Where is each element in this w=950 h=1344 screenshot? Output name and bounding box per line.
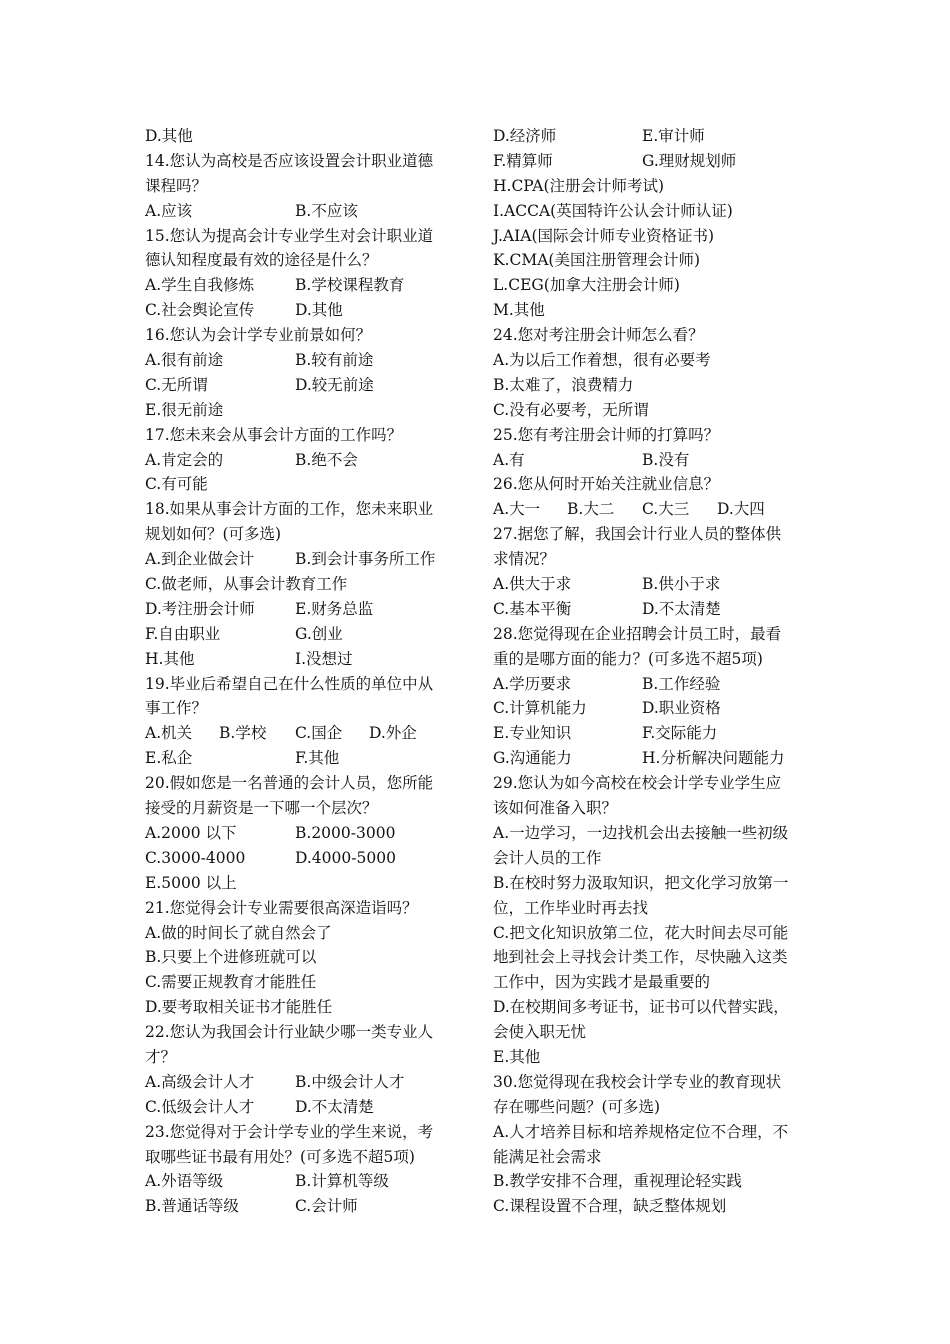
text-line: [493, 995, 823, 1020]
text-line: [145, 921, 475, 946]
text-line: [493, 622, 823, 647]
text-line: [493, 124, 823, 149]
text-line: [145, 149, 475, 174]
text-line: [493, 224, 823, 249]
text-line: [145, 423, 475, 448]
answer-option: E.审计师: [642, 127, 705, 145]
answer-option: F.其他: [295, 749, 340, 768]
text-line: [145, 746, 475, 771]
text-content: 21.您觉得会计专业需要很高深造诣吗？: [145, 898, 418, 917]
text-content: 求情况？: [493, 550, 556, 569]
text-content: 德认知程度最有效的途径是什么？: [145, 251, 378, 270]
text-content: E.5000 以上: [145, 873, 237, 892]
answer-option: D.较无前途: [295, 375, 374, 394]
answer-option: B.不应该: [295, 201, 358, 220]
left-column: [145, 124, 475, 1219]
answer-option: A.应该: [145, 201, 193, 220]
text-line: [493, 273, 823, 298]
text-content: 17.您未来会从事会计方面的工作吗？: [145, 425, 403, 444]
answer-option: F.自由职业: [145, 624, 221, 643]
text-line: [145, 1070, 475, 1095]
answer-option: B.学校: [219, 724, 267, 743]
text-line: [145, 323, 475, 348]
text-line: [493, 1095, 823, 1120]
text-line: [145, 647, 475, 672]
text-line: [493, 199, 823, 224]
answer-option: A.外语等级: [145, 1172, 224, 1191]
text-line: [145, 896, 475, 921]
text-line: [493, 871, 823, 896]
text-line: [493, 1120, 823, 1145]
answer-option: C.国企: [295, 724, 343, 743]
text-content: 该如何准备入职？: [493, 799, 618, 818]
text-line: [493, 497, 823, 522]
answer-option: A.供大于求: [493, 575, 572, 594]
answer-option: C.3000-4000: [145, 848, 246, 867]
text-line: [493, 696, 823, 721]
text-content: B.太难了，浪费精力: [493, 375, 634, 394]
text-content: D.在校期间多考证书，证书可以代替实践，: [493, 998, 789, 1017]
text-line: [145, 248, 475, 273]
text-content: D.其他: [145, 127, 193, 145]
text-content: H.CPA(注册会计师考试): [493, 176, 665, 195]
answer-option: G.沟通能力: [493, 749, 572, 768]
answer-option: C.基本平衡: [493, 599, 572, 618]
text-content: 23.您觉得对于会计学专业的学生来说，考: [145, 1122, 434, 1141]
answer-option: I.没想过: [295, 649, 353, 668]
text-content: 18.如果从事会计方面的工作，您未来职业: [145, 500, 434, 519]
text-line: [493, 1169, 823, 1194]
answer-option: C.无所谓: [145, 375, 208, 394]
answer-option: A.肯定会的: [145, 450, 224, 469]
text-content: C.没有必要考，无所谓: [493, 400, 649, 419]
text-content: 29.您认为如今高校在校会计学专业学生应: [493, 774, 782, 793]
text-content: 会计人员的工作: [493, 848, 602, 867]
text-content: 会使入职无忧: [493, 1023, 587, 1042]
text-content: C.课程设置不合理，缺乏整体规划: [493, 1197, 727, 1216]
text-line: [145, 1169, 475, 1194]
answer-option: A.高级会计人才: [145, 1072, 255, 1091]
text-line: [493, 821, 823, 846]
text-line: [493, 672, 823, 697]
text-line: [493, 522, 823, 547]
answer-option: B.工作经验: [642, 674, 721, 693]
text-content: M.其他: [493, 301, 545, 320]
text-line: [145, 721, 475, 746]
answer-option: D.不太清楚: [642, 599, 721, 618]
answer-option: H.分析解决问题能力: [642, 749, 785, 768]
text-line: [145, 497, 475, 522]
text-line: [145, 472, 475, 497]
answer-option: B.没有: [642, 450, 690, 469]
text-line: [145, 1020, 475, 1045]
text-content: 事工作？: [145, 699, 208, 718]
text-content: A.做的时间长了就自然会了: [145, 923, 332, 942]
answer-option: B.中级会计人才: [295, 1072, 405, 1091]
text-line: [493, 970, 823, 995]
text-line: [493, 1194, 823, 1219]
text-content: 14.您认为高校是否应该设置会计职业道德: [145, 151, 434, 170]
answer-option: C.社会舆论宣传: [145, 301, 255, 320]
answer-option: A.大一: [493, 500, 541, 519]
text-content: 30.您觉得现在我校会计学专业的教育现状: [493, 1072, 782, 1091]
text-line: [493, 1145, 823, 1170]
answer-option: A.有: [493, 450, 525, 469]
text-line: [493, 1070, 823, 1095]
answer-option: B.计算机等级: [295, 1172, 389, 1191]
text-line: [145, 448, 475, 473]
text-line: [493, 248, 823, 273]
text-content: 接受的月薪资是一下哪一个层次？: [145, 799, 378, 818]
text-content: 规划如何？(可多选): [145, 525, 282, 544]
answer-option: B.绝不会: [295, 450, 358, 469]
text-line: [145, 970, 475, 995]
text-line: [145, 398, 475, 423]
answer-option: A.学历要求: [493, 674, 572, 693]
text-content: 22.您认为我国会计行业缺少哪一类专业人: [145, 1023, 434, 1042]
text-content: 16.您认为会计学专业前景如何？: [145, 326, 372, 345]
text-content: B.教学安排不合理，重视理论轻实践: [493, 1172, 742, 1191]
text-line: [145, 871, 475, 896]
answer-option: A.很有前途: [145, 351, 224, 370]
text-content: B.只要上个进修班就可以: [145, 948, 317, 967]
text-content: 26.您从何时开始关注就业信息？: [493, 475, 720, 494]
text-line: [493, 945, 823, 970]
answer-option: H.其他: [145, 649, 195, 668]
text-content: 28.您觉得现在企业招聘会计员工时，最看: [493, 624, 782, 643]
text-line: [493, 1045, 823, 1070]
text-line: [493, 796, 823, 821]
text-line: [145, 995, 475, 1020]
text-content: 取哪些证书最有用处？(可多选不超5项): [145, 1147, 415, 1166]
text-line: [493, 921, 823, 946]
text-content: C.做老师，从事会计教育工作: [145, 575, 348, 594]
text-line: [145, 1145, 475, 1170]
text-line: [493, 896, 823, 921]
text-line: [145, 597, 475, 622]
text-content: 位，工作毕业时再去找: [493, 898, 649, 917]
text-line: [145, 846, 475, 871]
text-line: [493, 448, 823, 473]
text-line: [145, 547, 475, 572]
text-content: C.需要正规教育才能胜任: [145, 973, 317, 992]
text-line: [493, 398, 823, 423]
answer-option: F.交际能力: [642, 724, 718, 743]
text-content: K.CMA(美国注册管理会计师): [493, 251, 701, 270]
text-line: [145, 1194, 475, 1219]
text-content: 20.假如您是一名普通的会计人员，您所能: [145, 774, 434, 793]
text-line: [145, 522, 475, 547]
right-column: [493, 124, 823, 1219]
text-line: [145, 572, 475, 597]
answer-option: C.计算机能力: [493, 699, 587, 718]
text-line: [145, 124, 475, 149]
text-line: [493, 174, 823, 199]
text-line: [145, 1120, 475, 1145]
text-line: [493, 348, 823, 373]
text-content: L.CEG(加拿大注册会计师): [493, 276, 680, 295]
text-content: C.把文化知识放第二位，花大时间去尽可能: [493, 923, 789, 942]
answer-option: E.专业知识: [493, 724, 572, 743]
text-line: [493, 846, 823, 871]
answer-option: A.到企业做会计: [145, 550, 255, 569]
text-line: [493, 149, 823, 174]
answer-option: D.外企: [369, 724, 417, 743]
text-line: [493, 423, 823, 448]
text-content: 存在哪些问题？(可多选): [493, 1097, 661, 1116]
text-line: [493, 572, 823, 597]
answer-option: E.财务总监: [295, 599, 374, 618]
answer-option: A.机关: [145, 724, 193, 743]
text-content: E.很无前途: [145, 400, 224, 419]
text-content: 能满足社会需求: [493, 1147, 602, 1166]
text-content: A.人才培养目标和培养规格定位不合理，不: [493, 1122, 789, 1141]
answer-option: G.创业: [295, 624, 343, 643]
text-line: [145, 348, 475, 373]
text-line: [493, 647, 823, 672]
answer-option: B.普通话等级: [145, 1197, 239, 1216]
text-content: 课程吗？: [145, 176, 208, 195]
answer-option: D.不太清楚: [295, 1097, 374, 1116]
answer-option: D.经济师: [493, 127, 557, 145]
text-content: I.ACCA(英国特许公认会计师认证): [493, 201, 733, 220]
text-line: [493, 721, 823, 746]
text-content: D.要考取相关证书才能胜任: [145, 998, 333, 1017]
text-content: C.有可能: [145, 475, 208, 494]
text-content: 27.据您了解，我国会计行业人员的整体供: [493, 525, 782, 544]
text-content: A.一边学习，一边找机会出去接触一些初级: [493, 823, 789, 842]
text-content: 才？: [145, 1047, 177, 1066]
text-line: [493, 298, 823, 323]
answer-option: A.学生自我修炼: [145, 276, 255, 295]
text-line: [145, 672, 475, 697]
text-content: A.为以后工作着想，很有必要考: [493, 351, 711, 370]
answer-option: F.精算师: [493, 151, 553, 170]
text-line: [145, 1045, 475, 1070]
text-content: J.AIA(国际会计师专业资格证书): [493, 226, 715, 245]
text-content: 19.毕业后希望自己在什么性质的单位中从: [145, 674, 434, 693]
answer-option: G.理财规划师: [642, 151, 737, 170]
text-line: [493, 597, 823, 622]
text-content: 工作中，因为实践才是最重要的: [493, 973, 711, 992]
text-content: B.在校时努力汲取知识，把文化学习放第一: [493, 873, 789, 892]
text-line: [145, 373, 475, 398]
text-line: [145, 622, 475, 647]
text-line: [145, 821, 475, 846]
text-content: 25.您有考注册会计师的打算吗？: [493, 425, 720, 444]
answer-option: D.考注册会计师: [145, 599, 255, 618]
text-line: [145, 945, 475, 970]
text-line: [145, 696, 475, 721]
answer-option: C.低级会计人才: [145, 1097, 255, 1116]
answer-option: A.2000 以下: [145, 823, 237, 842]
answer-option: C.大三: [642, 500, 690, 519]
answer-option: B.大二: [567, 500, 615, 519]
text-line: [145, 199, 475, 224]
answer-option: D.其他: [295, 301, 343, 320]
text-line: [145, 224, 475, 249]
text-line: [493, 373, 823, 398]
answer-option: B.供小于求: [642, 575, 721, 594]
answer-option: B.学校课程教育: [295, 276, 405, 295]
answer-option: D.职业资格: [642, 699, 721, 718]
text-line: [493, 1020, 823, 1045]
text-line: [145, 273, 475, 298]
answer-option: B.2000-3000: [295, 823, 396, 842]
text-line: [493, 746, 823, 771]
answer-option: D.4000-5000: [295, 848, 396, 867]
answer-option: B.较有前途: [295, 351, 374, 370]
text-line: [145, 796, 475, 821]
text-content: 地到社会上寻找会计类工作，尽快融入这类: [493, 948, 788, 967]
text-line: [493, 547, 823, 572]
text-line: [145, 1095, 475, 1120]
text-line: [493, 771, 823, 796]
answer-option: C.会计师: [295, 1197, 358, 1216]
text-content: 重的是哪方面的能力？(可多选不超5项): [493, 649, 763, 668]
text-content: 15.您认为提高会计专业学生对会计职业道: [145, 226, 434, 245]
text-line: [145, 771, 475, 796]
text-line: [493, 323, 823, 348]
text-line: [145, 174, 475, 199]
text-line: [145, 298, 475, 323]
answer-option: B.到会计事务所工作: [295, 550, 436, 569]
answer-option: E.私企: [145, 749, 193, 768]
text-content: 24.您对考注册会计师怎么看？: [493, 326, 704, 345]
answer-option: D.大四: [717, 500, 765, 519]
text-content: E.其他: [493, 1047, 541, 1066]
text-line: [493, 472, 823, 497]
